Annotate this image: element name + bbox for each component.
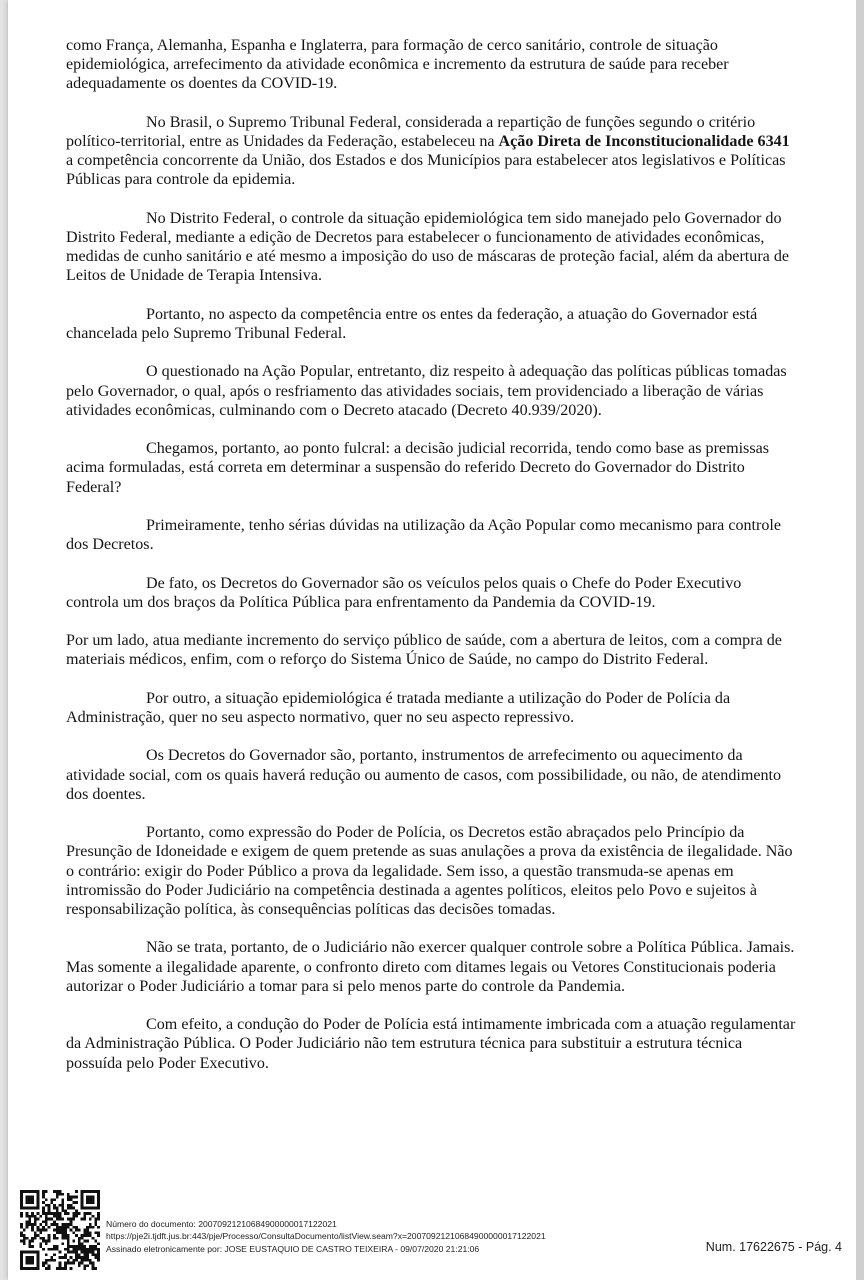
- paragraph-13: Não se trata, portanto, de o Judiciário não exercer qualquer controle sobre a Política Pública. Jamais. Mas somente a ilegalidade aparente, o confronto direto com ditames legais ou Vetores Constitucionais poderia autorizar o Poder Judiciário a tomar para si pelo menos parte do controle da Pandemia.: [66, 939, 795, 995]
- paragraph-11: Os Decretos do Governador são, portanto, instrumentos de arrefecimento ou aquecimento da atividade social, com os quais haverá redução ou aumento de casos, com possibilidade, ou não, de atendimento dos doentes.: [66, 747, 782, 803]
- document-body: [66, 36, 796, 1092]
- paragraph-14: Com efeito, a condução do Poder de Polícia está intimamente imbricada com a atuação regulamentar da Administração Pública. O Poder Judiciário não tem estrutura técnica para substituir a estrutura técnica possuída pelo Poder Executivo.: [66, 1016, 796, 1072]
- paragraph-1: como França, Alemanha, Espanha e Inglaterra, para formação de cerco sanitário, controle de situação epidemiológica, arrefecimento da atividade econômica e incremento da estrutura de saúde para receber adequadamente os doentes da COVID-19.: [66, 37, 729, 93]
- page-number: Num. 17622675 - Pág. 4: [705, 1240, 842, 1254]
- adi-6341-reference: Ação Direta de Inconstitucionalidade 6341: [498, 133, 790, 150]
- page-edge-shadow: [856, 0, 864, 1280]
- paragraph-9: Por um lado, atua mediante incremento do serviço público de saúde, com a abertura de leitos, com a compra de materiais médicos, enfim, com o reforço do Sistema Único de Saúde, no campo do Distrito Federal.: [66, 632, 782, 669]
- paragraph-5: O questionado na Ação Popular, entretanto, diz respeito à adequação das políticas públicas tomadas pelo Governador, o qual, após o resfriamento das atividades sociais, tem providenciado a liberação de várias atividades econômicas, culminando com o Decreto atacado (Decreto 40.939/2020).: [66, 363, 787, 419]
- document-page: [8, 0, 856, 1280]
- paragraph-2-text-before: No Brasil, o Supremo Tribunal Federal, considerada a repartição de funções segundo o critério político-territorial, entre as Unidades da Federação, estabeleceu na: [66, 113, 756, 150]
- qr-code-icon: [20, 1190, 100, 1270]
- paragraph-12: Portanto, como expressão do Poder de Polícia, os Decretos estão abraçados pelo Princípio da Presunção de Idoneidade e exigem de quem pretende as suas anulações a prova da existência de ilegalidade. Não o contrário: exigir do Poder Público a prova da legalidade. Sem isso, a questão transmuda-se apenas em intromissão do Poder Judiciário na competência destinada a agentes políticos, eleitos pelo Povo e sujeitos à responsabilização política, às consequências políticas das decisões tomadas.: [66, 824, 793, 918]
- paragraph-3: No Distrito Federal, o controle da situação epidemiológica tem sido manejado pelo Governador do Distrito Federal, mediante a edição de Decretos para estabelecer o funcionamento de atividades econômicas, medidas de cunho sanitário e até mesmo a imposição do uso de máscaras de proteção facial, além da abertura de Leitos de Unidade de Terapia Intensiva.: [66, 209, 790, 285]
- document-number: Número do documento: 20070921210684900000017122021: [106, 1219, 337, 1229]
- paragraph-7: Primeiramente, tenho sérias dúvidas na utilização da Ação Popular como mecanismo para controle dos Decretos.: [66, 516, 782, 554]
- paragraph-8: De fato, os Decretos do Governador são os veículos pelos quais o Chefe do Poder Executivo controla um dos braços da Política Pública para enfrentamento da Pandemia da COVID-19.: [66, 574, 742, 611]
- electronic-signature: Assinado eletronicamente por: JOSE EUSTAQUIO DE CASTRO TEIXEIRA - 09/07/2020 21:21:06: [106, 1243, 480, 1254]
- paragraph-2: [66, 113, 796, 190]
- paragraph-10: Por outro, a situação epidemiológica é tratada mediante a utilização do Poder de Polícia da Administração, quer no seu aspecto normativo, quer no seu aspecto repressivo.: [66, 689, 731, 726]
- paragraph-4: Portanto, no aspecto da competência entre os entes da federação, a atuação do Governador está chancelada pelo Supremo Tribunal Federal.: [66, 305, 758, 342]
- document-footer: [8, 1180, 856, 1280]
- paragraph-6: Chegamos, portanto, ao ponto fulcral: a decisão judicial recorrida, tendo como base as premissas acima formuladas, está correta em determinar a suspensão do referido Decreto do Governador do Distrito Federal?: [66, 440, 769, 496]
- document-metadata: [106, 1218, 546, 1255]
- paragraph-2-text-after: a competência concorrente da União, dos Estados e dos Municípios para estabelecer atos legislativos e Políticas Públicas para controle da epidemia.: [66, 152, 786, 189]
- document-url[interactable]: https://pje2i.tjdft.jus.br:443/pje/Processo/ConsultaDocumento/listView.seam?x=20070921210684900000017122021: [106, 1231, 546, 1242]
